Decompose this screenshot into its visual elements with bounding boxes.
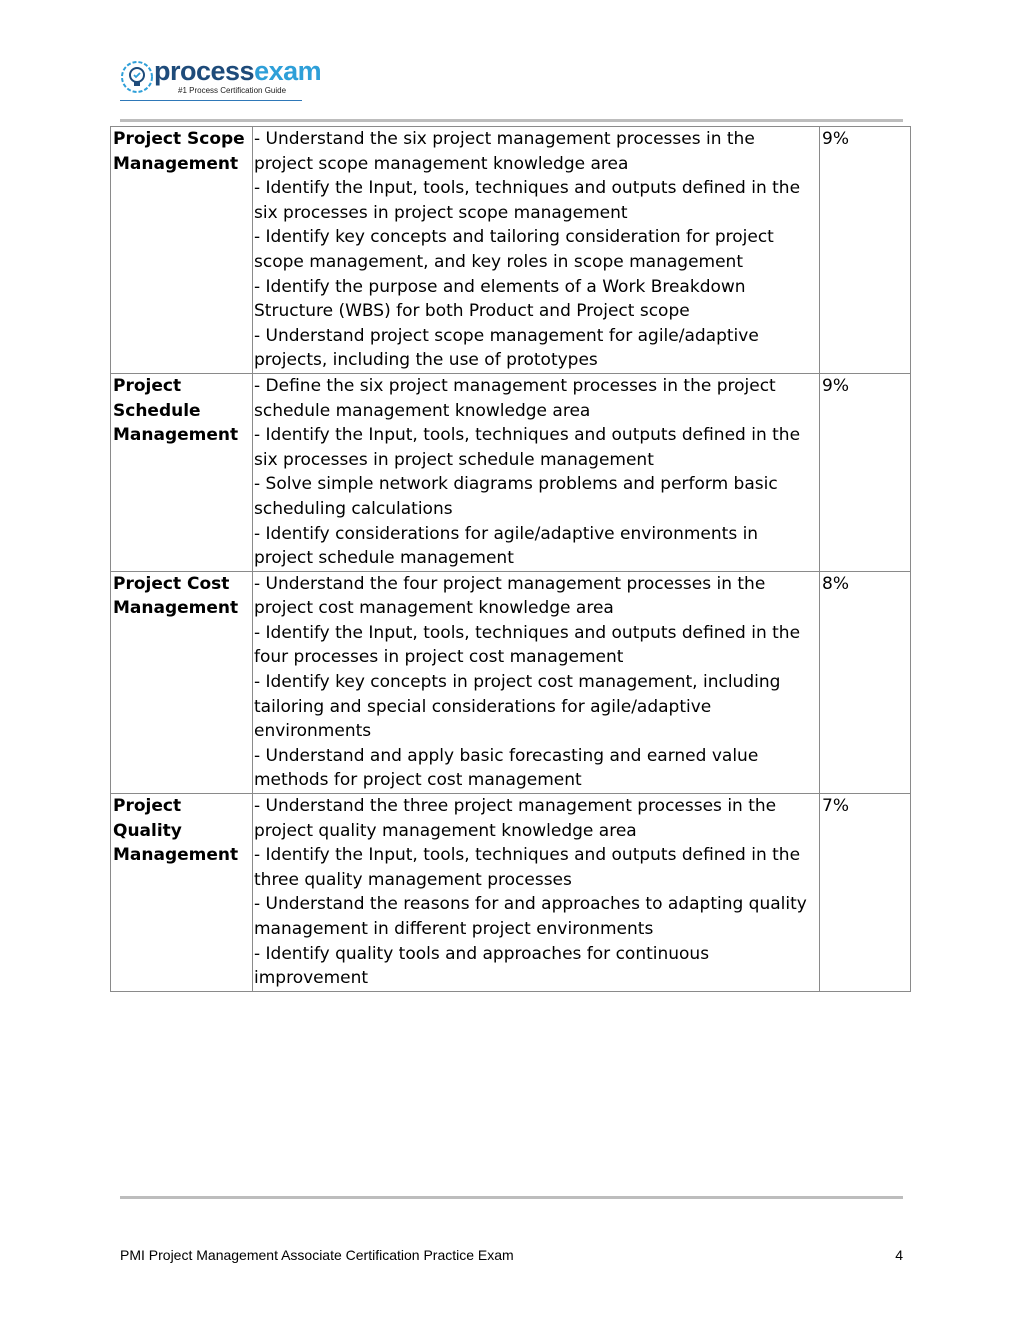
weight-cell: 8%	[820, 571, 911, 793]
logo-tagline: #1 Process Certification Guide	[178, 86, 287, 95]
detail-item: - Understand project scope management for agile/adaptive projects, including the use of prototypes	[254, 325, 759, 371]
detail-item: - Identify the Input, tools, techniques and outputs defined in the six processes in project scope management	[254, 178, 801, 223]
table-row	[111, 571, 911, 793]
detail-item: - Understand and apply basic forecasting and earned value methods for project cost management	[254, 745, 759, 791]
detail-item: - Understand the three project management processes in the project quality management knowledge area	[254, 796, 777, 841]
detail-item: - Understand the six project management processes in the project scope management knowledge area	[254, 129, 755, 174]
detail-item: - Understand the reasons for and approaches to adapting quality management in different project environments	[254, 894, 807, 939]
details-cell	[253, 373, 820, 571]
topic-cell: Project Scope Management	[111, 127, 253, 374]
weight-cell: 7%	[820, 794, 911, 992]
footer-title: PMI Project Management Associate Certification Practice Exam	[120, 1247, 514, 1263]
detail-item: - Understand the four project management processes in the project cost management knowledge area	[254, 573, 766, 619]
detail-item: - Solve simple network diagrams problems and perform basic scheduling calculations	[254, 474, 778, 519]
logo-underline	[120, 100, 302, 101]
detail-item: - Identify quality tools and approaches for continuous improvement	[254, 943, 710, 989]
logo-wordmark	[154, 54, 321, 88]
page-number: 4	[895, 1247, 903, 1263]
detail-item: - Identify key concepts and tailoring consideration for project scope management, and key roles in scope management	[254, 227, 774, 272]
details-cell	[253, 794, 820, 992]
detail-item: - Identify the Input, tools, techniques and outputs defined in the six processes in project schedule management	[254, 425, 801, 470]
detail-item: - Identify the Input, tools, techniques and outputs defined in the three quality management processes	[254, 845, 801, 890]
topic-cell: Project Cost Management	[111, 571, 253, 793]
table-row	[111, 373, 911, 571]
lightbulb-gear-icon	[120, 60, 154, 94]
detail-item: - Identify considerations for agile/adaptive environments in project schedule management	[254, 523, 759, 569]
table-body	[111, 127, 911, 992]
topic-cell: Project Schedule Management	[111, 373, 253, 571]
exam-topics-table	[110, 126, 911, 992]
detail-item: - Define the six project management processes in the project schedule management knowledge area	[254, 375, 776, 421]
logo-word-part2: exam	[254, 56, 322, 86]
processexam-logo	[120, 56, 322, 106]
footer-divider	[120, 1196, 903, 1199]
logo-word-part1: process	[154, 56, 255, 86]
topic-cell: Project Quality Management	[111, 794, 253, 992]
header-divider	[120, 119, 903, 122]
detail-item: - Identify key concepts in project cost management, including tailoring and special considerations for agile/adaptive environments	[254, 672, 781, 742]
detail-item: - Identify the Input, tools, techniques and outputs defined in the four processes in project cost management	[254, 622, 801, 668]
table-row	[111, 127, 911, 374]
table-row	[111, 794, 911, 992]
details-cell	[253, 127, 820, 374]
weight-cell: 9%	[820, 373, 911, 571]
weight-cell: 9%	[820, 127, 911, 374]
detail-item: - Identify the purpose and elements of a Work Breakdown Structure (WBS) for both Product and Project scope	[254, 276, 746, 322]
details-cell	[253, 571, 820, 793]
